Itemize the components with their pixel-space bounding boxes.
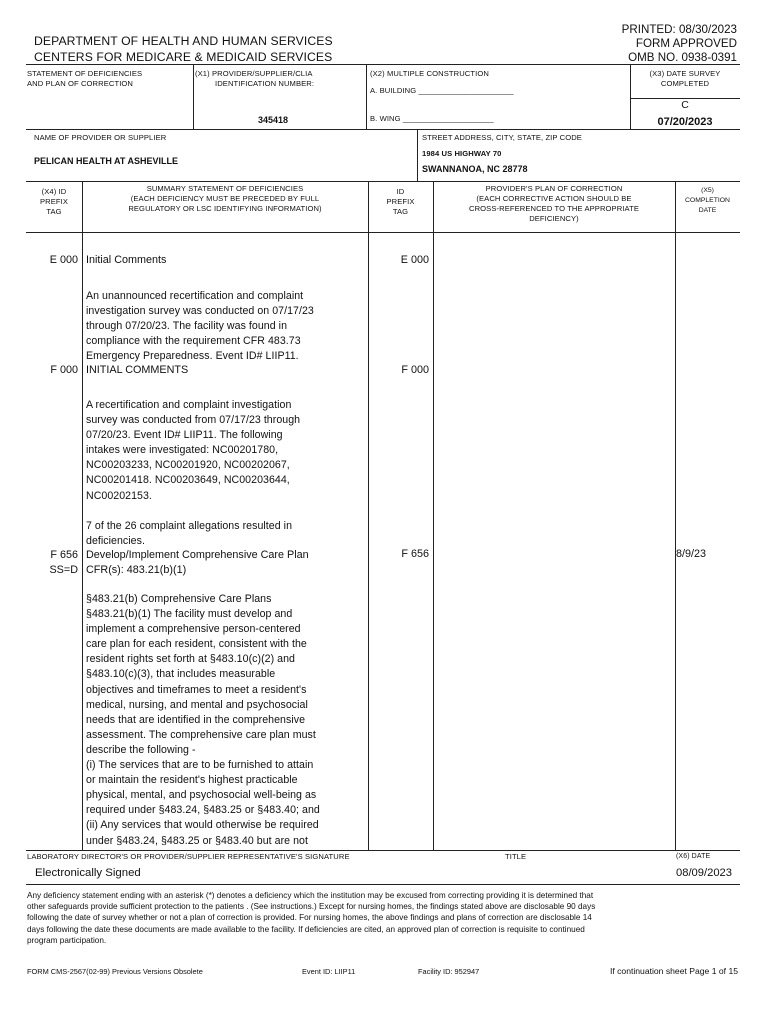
form-number: FORM CMS-2567(02-99) Previous Versions Obsolete bbox=[27, 967, 203, 976]
footer-event-id: Event ID: LIIP11 bbox=[302, 967, 356, 976]
summary-header bbox=[82, 184, 368, 214]
signature-date: 08/09/2023 bbox=[676, 867, 732, 879]
header-line: TAG bbox=[392, 207, 409, 216]
f000-title: INITIAL COMMENTS bbox=[86, 364, 189, 376]
header-line: (X4) ID bbox=[41, 187, 67, 196]
id-header bbox=[368, 187, 433, 217]
e000-id-tag: E 000 bbox=[400, 254, 429, 266]
survey-completed-date: 07/20/2023 bbox=[657, 116, 713, 128]
statement-label bbox=[27, 69, 142, 89]
f656-completion-date: 8/9/23 bbox=[676, 548, 707, 560]
x1-label bbox=[195, 69, 314, 89]
header-line: COMPLETION bbox=[685, 197, 730, 204]
divider bbox=[417, 129, 418, 181]
title-label: TITLE bbox=[505, 852, 527, 861]
f656-cfr: CFR(s): 483.21(b)(1) bbox=[86, 564, 187, 576]
form-approved: FORM APPROVED bbox=[635, 37, 737, 50]
x1-label-line: IDENTIFICATION NUMBER: bbox=[215, 79, 315, 88]
e000-title: Initial Comments bbox=[86, 254, 167, 266]
signature-label: LABORATORY DIRECTOR'S OR PROVIDER/SUPPLIER REPRESENTATIVE'S SIGNATURE bbox=[27, 852, 350, 861]
f656-id-tag: F 656 bbox=[401, 548, 429, 560]
f656-body: §483.21(b) Comprehensive Care Plans §483.21(b)(1) The facility must develop and implement a comprehensive person-centered care plan for each resident, consistent with the resident rights set forth at §483.10(c)(2) and §483.10(c)(3), that includes measurable objectives and timeframes to meet a resident's medical, nursing, and mental and psychosocial needs that are identified in the comprehensive assessment. The comprehensive care plan must describe the following - (i) The services that are to be furnished to attain or maintain the resident's highest practicable physical, mental, and psychosocial well-being as required under §483.24, §483.25 or §483.40; and (ii) Any services that would otherwise be required under §483.24, §483.25 or §483.40 but are not bbox=[86, 593, 320, 847]
address-label: STREET ADDRESS, CITY, STATE, ZIP CODE bbox=[422, 133, 582, 142]
statement-label-line: STATEMENT OF DEFICIENCIES bbox=[27, 69, 143, 78]
form-info bbox=[622, 23, 737, 65]
x4-header bbox=[26, 187, 82, 217]
agency-header bbox=[34, 33, 333, 65]
f656-scope-severity: SS=D bbox=[49, 564, 78, 576]
f656-tag: F 656 bbox=[50, 549, 78, 561]
disclaimer-text: Any deficiency statement ending with an asterisk (*) denotes a deficiency which the institution may be excused from correcting providing it is determined that other safeguards provide sufficient protection to the patients . (See instructions.) Except for nursing homes, the findings stated above are disclosable 90 days following the date of survey whether or not a plan of correction is provided. For nursing homes, the above findings and plans of correction are disclosable 14 days following the date these documents are made available to the facility. If deficiencies are cited, an approved plan of correction is requisite to continued program participation. bbox=[27, 891, 596, 945]
x3-label bbox=[630, 69, 740, 89]
divider bbox=[26, 232, 740, 233]
f656-title-line: Develop/Implement Comprehensive Care Plan bbox=[86, 549, 309, 561]
x2-wing: B. WING _____________________ bbox=[370, 114, 494, 123]
f656-title bbox=[86, 548, 309, 578]
column-divider bbox=[82, 181, 83, 850]
center-name: CENTERS FOR MEDICARE & MEDICAID SERVICES bbox=[34, 50, 333, 64]
signature-value: Electronically Signed bbox=[35, 867, 141, 879]
header-line: SUMMARY STATEMENT OF DEFICIENCIES bbox=[146, 184, 304, 193]
address-line-1: 1984 US HIGHWAY 70 bbox=[422, 149, 502, 158]
header-line: REGULATORY OR LSC IDENTIFYING INFORMATION) bbox=[128, 204, 322, 213]
x3-code: C bbox=[681, 99, 689, 111]
footer-facility-id: Facility ID: 952947 bbox=[418, 967, 480, 976]
header-line: (X5) bbox=[701, 187, 714, 194]
e000-body: An unannounced recertification and complaint investigation survey was conducted on 07/17/23 through 07/20/23. The facility was found in compliance with the requirement CFR 483.73 Emergency Preparedness. Event ID# LIIP11. bbox=[86, 290, 314, 363]
header-line: TAG bbox=[46, 207, 62, 216]
statement-label-line: AND PLAN OF CORRECTION bbox=[27, 79, 133, 88]
divider bbox=[26, 181, 740, 182]
page-indicator: If continuation sheet Page 1 of 15 bbox=[609, 966, 738, 976]
x5-header bbox=[675, 186, 740, 216]
divider bbox=[193, 64, 194, 129]
header-line: PREFIX bbox=[386, 197, 415, 206]
provider-number: 345418 bbox=[258, 115, 289, 125]
plan-header bbox=[433, 184, 675, 224]
f656-prefix-tag bbox=[26, 548, 78, 578]
x1-label-line: (X1) PROVIDER/SUPPLIER/CLIA bbox=[195, 69, 313, 78]
header-line: PREFIX bbox=[39, 197, 69, 206]
e000-prefix-tag: E 000 bbox=[49, 254, 78, 266]
f000-id-tag: F 000 bbox=[401, 364, 429, 376]
divider bbox=[26, 850, 740, 851]
top-box-top-border bbox=[26, 64, 740, 65]
column-divider bbox=[433, 181, 434, 850]
date-label: (X6) DATE bbox=[676, 853, 711, 860]
f000-body: A recertification and complaint investigation survey was conducted from 07/17/23 through 07/20/23. Event ID# LIIP11. The following intakes were investigated: NC00201780, NC00203233, NC00201920, NC00202067, NC00201418. NC00203649, NC00203644, NC00202153. 7 of the 26 complaint allegations resulted in deficiencies. bbox=[86, 399, 301, 547]
printed-date: PRINTED: 08/30/2023 bbox=[621, 23, 737, 36]
address-line-2: SWANNANOA, NC 28778 bbox=[422, 164, 528, 174]
f000-prefix-tag: F 000 bbox=[50, 364, 78, 376]
divider bbox=[366, 64, 367, 129]
header-line: PROVIDER'S PLAN OF CORRECTION bbox=[485, 184, 623, 193]
header-line: DATE bbox=[698, 207, 717, 214]
x2-building: A. BUILDING ______________________ bbox=[370, 86, 514, 95]
x2-label: (X2) MULTIPLE CONSTRUCTION bbox=[370, 69, 489, 78]
header-line: (EACH DEFICIENCY MUST BE PRECEDED BY FULL bbox=[130, 194, 320, 203]
header-line: CROSS-REFERENCED TO THE APPROPRIATE bbox=[468, 204, 640, 213]
header-line: (EACH CORRECTIVE ACTION SHOULD BE bbox=[476, 194, 632, 203]
column-divider bbox=[368, 181, 369, 850]
header-line: DEFICIENCY) bbox=[529, 214, 579, 223]
department-name: DEPARTMENT OF HEALTH AND HUMAN SERVICES bbox=[34, 34, 333, 48]
divider bbox=[26, 129, 740, 130]
omb-number: OMB NO. 0938-0391 bbox=[628, 51, 737, 64]
provider-name: PELICAN HEALTH AT ASHEVILLE bbox=[34, 156, 178, 166]
x3-label-line: COMPLETED bbox=[660, 79, 710, 88]
column-divider bbox=[675, 181, 676, 850]
header-line: ID bbox=[396, 187, 405, 196]
divider bbox=[26, 884, 740, 885]
provider-name-label: NAME OF PROVIDER OR SUPPLIER bbox=[34, 133, 167, 142]
x3-label-line: (X3) DATE SURVEY bbox=[649, 69, 721, 78]
